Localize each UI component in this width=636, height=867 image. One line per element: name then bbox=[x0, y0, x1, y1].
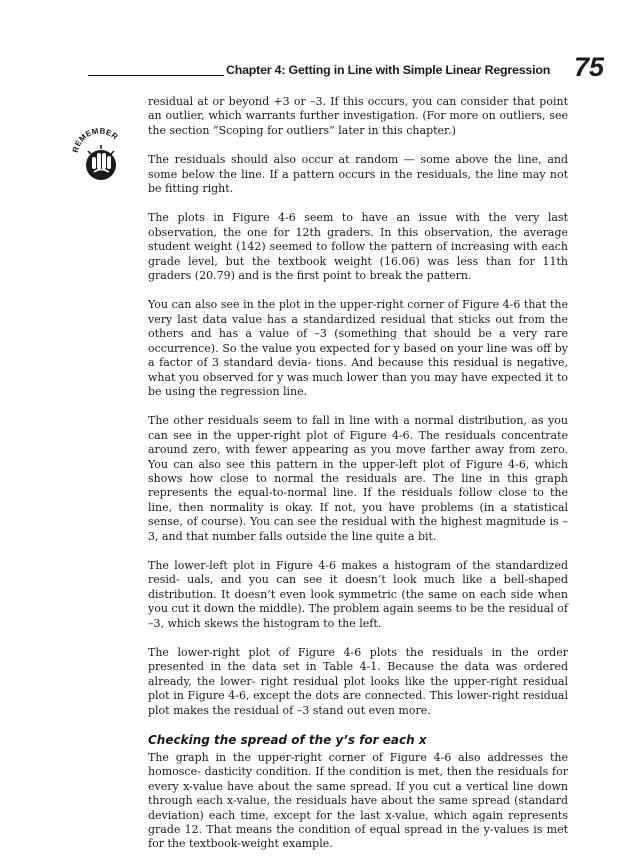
header-rule bbox=[88, 75, 224, 76]
paragraph-3: The plots in Figure 4-6 seem to have an issue with the very last observation, the one for 12th graders. In this observation, the average student weight (142) seemed to follow the pattern of increasing with each grade level, but the textbook weight (16.06) was less than for 11th graders (20.79) and is the first point to break the pattern. bbox=[148, 211, 568, 283]
page-body bbox=[148, 95, 568, 867]
section-heading: Checking the spread of the y’s for each x bbox=[148, 733, 427, 748]
page-number: 75 bbox=[574, 52, 605, 82]
chapter-title: Chapter 4: Getting in Line with Simple Linear Regression bbox=[226, 63, 551, 77]
remember-icon bbox=[68, 125, 132, 189]
paragraph-8: The graph in the upper-right corner of Figure 4-6 also addresses the homosce- dasticity condition. If the condition is met, then the residuals for every x-value have about the same spread. If you cut a vertical line down through each x-value, the residuals have about the same spread (standard deviation) each time, except for the last x-value, which again represents grade 12. That means the condition of equal spread in the y-values is met for the textbook-weight example. bbox=[148, 751, 569, 851]
svg-text:REMEMBER bbox=[71, 126, 120, 153]
paragraph-7: The lower-right plot of Figure 4-6 plots the residuals in the order presented in the data set in Table 4-1. Because the data was ordered already, the lower- right residual plot looks like the upper-right residual plot in Figure 4-6, except the dots are connected. This lower-right residual plot makes the residual of –3 stand out even more. bbox=[148, 646, 569, 717]
paragraph-6: The lower-left plot in Figure 4-6 makes a histogram of the standardized resid- uals, and you can see it doesn’t look much like a bell-shaped distribution. It doesn’t even look symmetric (the same on each side when you cut it down the middle). The problem again seems to be the residual of –3, which skews the histogram to the left. bbox=[148, 558, 568, 630]
remember-icon-label: REMEMBER bbox=[70, 126, 120, 154]
paragraph-5: The other residuals seem to fall in line with a normal distribution, as you can see in the upper-right plot of Figure 4-6. The residuals concentrate around zero, with fewer appearing as you move farther away from zero. You can also see this pattern in the upper-left plot of Figure 4-6, which shows how close to normal the residuals are. The line in this graph represents the equal-to-normal line. If the residuals follow close to the line, then normality is okay. If not, you have problems (in a statistical sense, of course). You can see the residual with the highest magnitude is –3, and that number falls outside the line quite a bit. bbox=[148, 414, 568, 543]
paragraph-2: The residuals should also occur at random — some above the line, and some below the line. If a pattern occurs in the residuals, the line may not be fitting right. bbox=[148, 153, 568, 196]
paragraph-1: residual at or beyond +3 or –3. If this occurs, you can consider that point an outlier, which warrants further investigation. (For more on outliers, see the section “Scoping for outliers” later in this chapter.) bbox=[148, 95, 568, 137]
paragraph-4: You can also see in the plot in the upper-right corner of Figure 4-6 that the very last data value has a standardized residual that sticks out from the others and has a value of –3 (something that should be a very rare occurrence). So the value you expected for y based on your line was off by a factor of 3 standard devia- tions. And because this residual is negative, what you observed for y was much lower than you may have expected it to be using the regression line. bbox=[148, 298, 568, 398]
